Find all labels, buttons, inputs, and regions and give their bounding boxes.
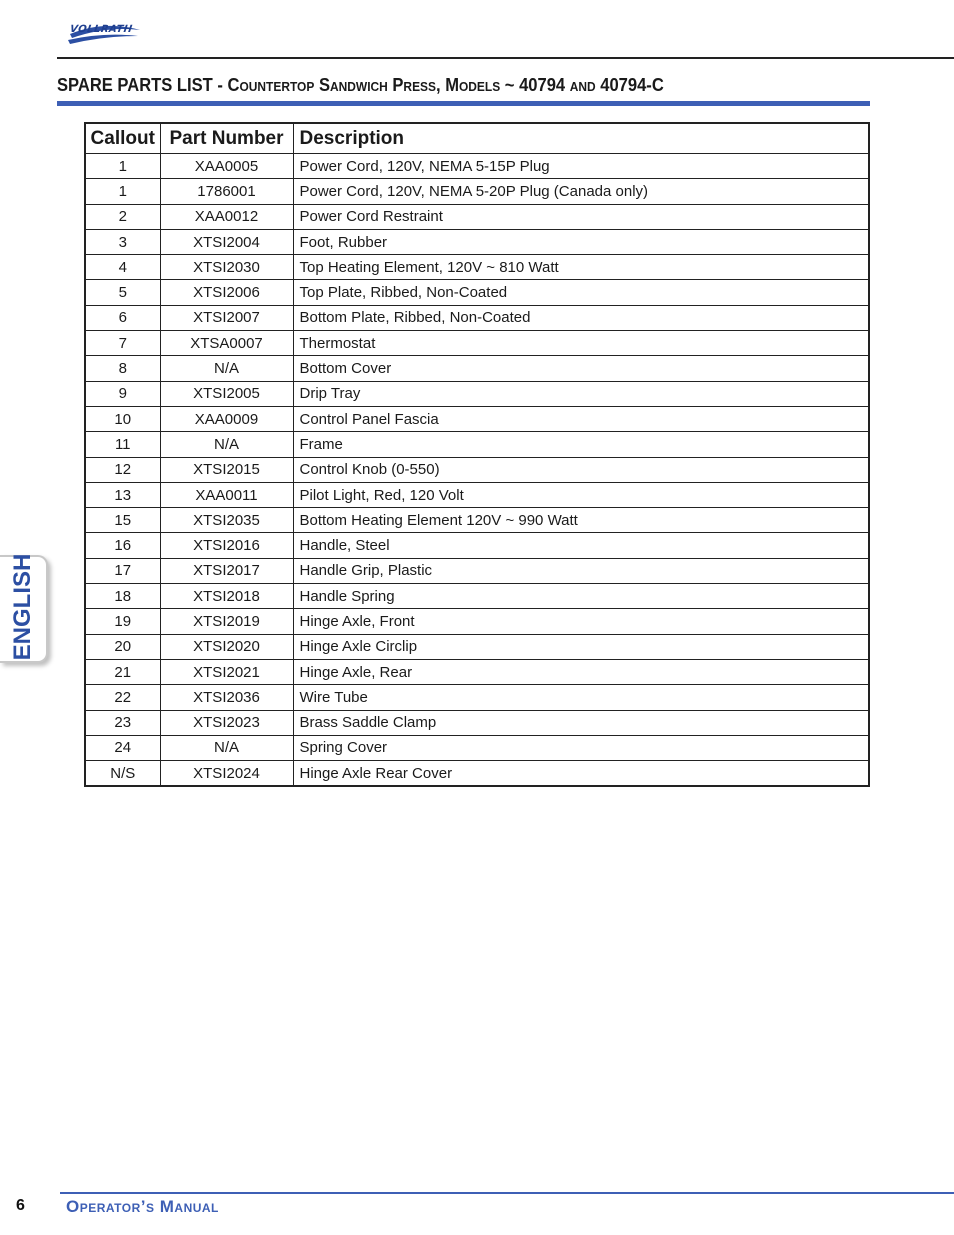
table-row	[85, 179, 869, 204]
cell-description: Hinge Axle Rear Cover	[293, 761, 869, 787]
cell-description: Spring Cover	[293, 735, 869, 760]
table-row	[85, 356, 869, 381]
cell-callout: 13	[85, 482, 160, 507]
cell-callout: 9	[85, 381, 160, 406]
cell-part-number: XTSI2021	[160, 659, 293, 684]
cell-description: Hinge Axle Circlip	[293, 634, 869, 659]
cell-callout: 23	[85, 710, 160, 735]
table-row	[85, 305, 869, 330]
logo-text: VOLLRATH	[69, 24, 134, 35]
cell-description: Handle, Steel	[293, 533, 869, 558]
cell-part-number: XTSI2006	[160, 280, 293, 305]
cell-part-number: XTSA0007	[160, 331, 293, 356]
cell-description: Top Heating Element, 120V ~ 810 Watt	[293, 255, 869, 280]
table-header-row	[85, 123, 869, 154]
top-rule	[57, 57, 954, 59]
spare-parts-table	[84, 122, 870, 787]
table-row	[85, 280, 869, 305]
cell-callout: 21	[85, 659, 160, 684]
cell-description: Bottom Plate, Ribbed, Non-Coated	[293, 305, 869, 330]
cell-callout: 8	[85, 356, 160, 381]
table-row	[85, 229, 869, 254]
cell-description: Hinge Axle, Rear	[293, 659, 869, 684]
cell-part-number: XTSI2016	[160, 533, 293, 558]
cell-callout: 3	[85, 229, 160, 254]
cell-callout: 22	[85, 685, 160, 710]
cell-part-number: N/A	[160, 356, 293, 381]
footer-rule	[60, 1192, 954, 1194]
table-row	[85, 432, 869, 457]
cell-description: Power Cord, 120V, NEMA 5-20P Plug (Canada only)	[293, 179, 869, 204]
cell-part-number: XTSI2024	[160, 761, 293, 787]
cell-callout: 4	[85, 255, 160, 280]
cell-part-number: XTSI2005	[160, 381, 293, 406]
cell-part-number: XTSI2036	[160, 685, 293, 710]
cell-description: Handle Grip, Plastic	[293, 558, 869, 583]
table-body	[85, 154, 869, 787]
table-row	[85, 406, 869, 431]
cell-part-number: XTSI2015	[160, 457, 293, 482]
table-row	[85, 482, 869, 507]
cell-description: Frame	[293, 432, 869, 457]
cell-description: Brass Saddle Clamp	[293, 710, 869, 735]
cell-part-number: XAA0009	[160, 406, 293, 431]
cell-callout: 2	[85, 204, 160, 229]
table-row	[85, 457, 869, 482]
cell-part-number: XTSI2023	[160, 710, 293, 735]
cell-callout: 17	[85, 558, 160, 583]
language-tab-label: ENGLISH	[9, 553, 36, 661]
cell-description: Power Cord, 120V, NEMA 5-15P Plug	[293, 154, 869, 179]
table-row	[85, 584, 869, 609]
cell-description: Pilot Light, Red, 120 Volt	[293, 482, 869, 507]
cell-part-number: XTSI2030	[160, 255, 293, 280]
table-row	[85, 634, 869, 659]
header-callout: Callout	[85, 123, 160, 154]
cell-part-number: XTSI2020	[160, 634, 293, 659]
table-row	[85, 609, 869, 634]
table-row	[85, 204, 869, 229]
page-title	[57, 75, 664, 96]
cell-callout: 12	[85, 457, 160, 482]
cell-part-number: XTSI2018	[160, 584, 293, 609]
table-row	[85, 255, 869, 280]
cell-callout: 7	[85, 331, 160, 356]
table-row	[85, 659, 869, 684]
cell-description: Handle Spring	[293, 584, 869, 609]
cell-callout: 10	[85, 406, 160, 431]
table-row	[85, 533, 869, 558]
cell-description: Control Knob (0-550)	[293, 457, 869, 482]
title-and: and	[569, 75, 596, 95]
table-row	[85, 685, 869, 710]
cell-callout: 1	[85, 154, 160, 179]
title-prefix: SPARE PARTS LIST -	[57, 75, 228, 95]
cell-part-number: XAA0012	[160, 204, 293, 229]
title-product: Countertop Sandwich Press, Models	[227, 75, 501, 95]
cell-callout: 1	[85, 179, 160, 204]
cell-description: Foot, Rubber	[293, 229, 869, 254]
cell-part-number: N/A	[160, 432, 293, 457]
table-row	[85, 735, 869, 760]
cell-part-number: XTSI2019	[160, 609, 293, 634]
cell-callout: 11	[85, 432, 160, 457]
cell-callout: 18	[85, 584, 160, 609]
cell-description: Bottom Heating Element 120V ~ 990 Watt	[293, 508, 869, 533]
title-underline	[57, 101, 870, 106]
cell-part-number: XTSI2004	[160, 229, 293, 254]
cell-callout: 6	[85, 305, 160, 330]
table-row	[85, 761, 869, 787]
footer-title: Operator’s Manual	[66, 1197, 219, 1216]
table-row	[85, 710, 869, 735]
table-row	[85, 508, 869, 533]
cell-part-number: XTSI2007	[160, 305, 293, 330]
cell-part-number: 1786001	[160, 179, 293, 204]
cell-description: Drip Tray	[293, 381, 869, 406]
title-models: ~ 40794	[500, 75, 570, 95]
cell-callout: N/S	[85, 761, 160, 787]
cell-description: Power Cord Restraint	[293, 204, 869, 229]
table-row	[85, 558, 869, 583]
cell-description: Bottom Cover	[293, 356, 869, 381]
cell-callout: 5	[85, 280, 160, 305]
table-row	[85, 154, 869, 179]
cell-part-number: N/A	[160, 735, 293, 760]
cell-description: Hinge Axle, Front	[293, 609, 869, 634]
table-row	[85, 331, 869, 356]
cell-part-number: XTSI2035	[160, 508, 293, 533]
page-number: 6	[16, 1197, 25, 1214]
cell-description: Control Panel Fascia	[293, 406, 869, 431]
cell-part-number: XAA0005	[160, 154, 293, 179]
header-part-number: Part Number	[160, 123, 293, 154]
cell-callout: 24	[85, 735, 160, 760]
cell-part-number: XTSI2017	[160, 558, 293, 583]
header-description: Description	[293, 123, 869, 154]
cell-callout: 20	[85, 634, 160, 659]
cell-callout: 16	[85, 533, 160, 558]
cell-description: Thermostat	[293, 331, 869, 356]
table-row	[85, 381, 869, 406]
cell-callout: 19	[85, 609, 160, 634]
cell-callout: 15	[85, 508, 160, 533]
cell-part-number: XAA0011	[160, 482, 293, 507]
title-model-c: 40794-C	[595, 75, 664, 95]
cell-description: Wire Tube	[293, 685, 869, 710]
cell-description: Top Plate, Ribbed, Non-Coated	[293, 280, 869, 305]
